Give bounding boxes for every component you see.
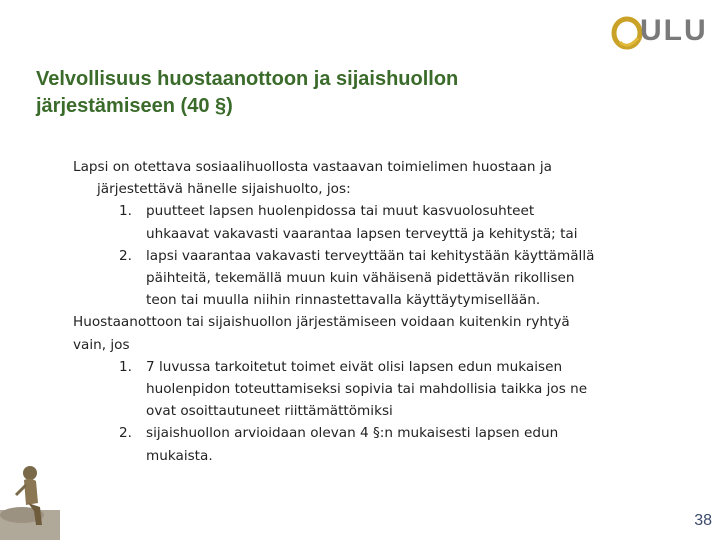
slide-body — [73, 156, 693, 467]
list-item — [73, 245, 693, 312]
list-item-line: ovat osoittautuneet riittämättömiksi — [146, 403, 393, 420]
list-item-line: päihteitä, tekemällä muun kuin vähäisenä pidettävän rikollisen — [146, 270, 575, 287]
list-item-line: teon tai muulla niihin rinnastettavalla käyttäytymisellään. — [146, 292, 541, 309]
list-item-line: mukaista. — [146, 447, 213, 464]
intro-paragraph — [73, 156, 693, 200]
list-item — [73, 356, 693, 423]
middle-line-1: Huostaanottoon tai sijaishuollon järjestämiseen voidaan kuitenkin ryhtyä — [73, 314, 570, 331]
list-item-number: 2. — [119, 425, 132, 442]
middle-line-2: vain, jos — [73, 336, 130, 353]
title-line-2: järjestämiseen (40 §) — [36, 95, 233, 117]
list-item-number: 1. — [119, 203, 132, 220]
logo-text: ULU — [640, 14, 708, 47]
intro-line-2: järjestettävä hänelle sijaishuolto, jos: — [97, 181, 351, 198]
title-line-1: Velvollisuus huostaanottoon ja sijaishuollon — [36, 68, 459, 90]
sculpture-image — [0, 455, 60, 540]
list-item-line: uhkaavat vakavasti vaarantaa lapsen terveyttä ja kehitystä; tai — [146, 225, 578, 242]
list-item-line: lapsi vaarantaa vakavasti terveyttään tai kehitystään käyttämällä — [146, 247, 595, 264]
list-item-line: huolenpidon toteuttamiseksi sopivia tai mahdollisia taikka jos ne — [146, 381, 588, 398]
list-item-number: 1. — [119, 358, 132, 375]
intro-line-1: Lapsi on otettava sosiaalihuollosta vastaavan toimielimen huostaan ja — [73, 159, 552, 175]
list-item — [73, 422, 693, 466]
conditions-list-2 — [73, 356, 693, 467]
page-number: 38 — [694, 512, 712, 529]
list-item-line: 7 luvussa tarkoitetut toimet eivät olisi lapsen edun mukaisen — [146, 358, 563, 375]
middle-paragraph — [73, 311, 693, 355]
conditions-list-1 — [73, 200, 693, 311]
list-item-number: 2. — [119, 247, 132, 264]
slide-title — [36, 66, 636, 120]
list-item — [73, 200, 693, 244]
list-item-line: sijaishuollon arvioidaan olevan 4 §:n mukaisesti lapsen edun — [146, 425, 559, 442]
list-item-line: puutteet lapsen huolenpidossa tai muut kasvuolosuhteet — [146, 203, 535, 220]
